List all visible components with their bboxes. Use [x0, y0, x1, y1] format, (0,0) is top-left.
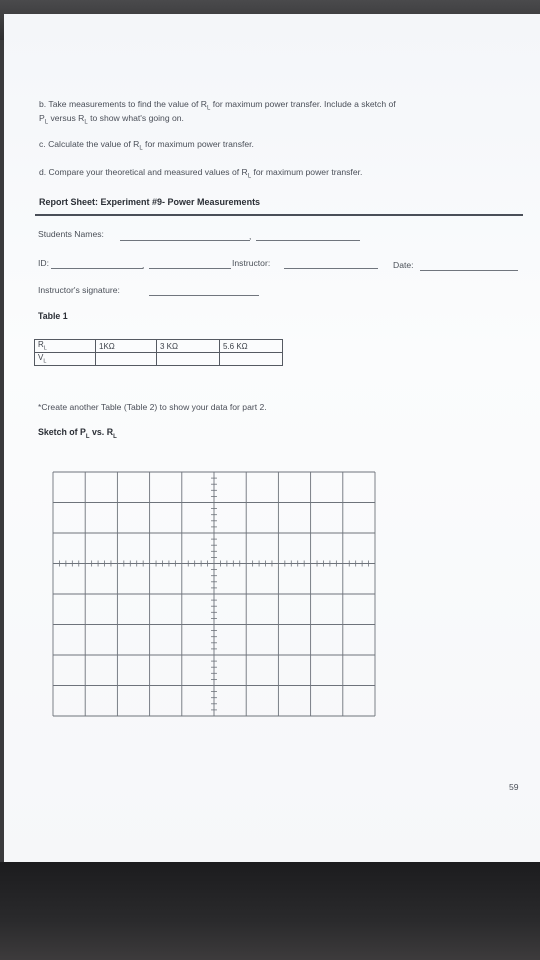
- table2-note: *Create another Table (Table 2) to show your data for part 2.: [38, 402, 267, 412]
- date-label: Date:: [393, 260, 414, 270]
- instruction-c: c. Calculate the value of $R_L$ for maximum power transfer.: [39, 139, 254, 152]
- id-blank-2[interactable]: [149, 268, 231, 269]
- row-header-vl: $V_L$: [35, 353, 96, 366]
- instruction-b-line2: $P_L$ versus $R_L$ to show what's going on.: [39, 113, 184, 126]
- vl-cell-3[interactable]: [220, 353, 283, 366]
- table-row-vl: [35, 353, 283, 366]
- report-sheet-heading: Report Sheet: Experiment #9- Power Measurements: [39, 197, 261, 207]
- instruction-d: d. Compare your theoretical and measured values of $R_L$ for maximum power transfer.: [39, 167, 363, 180]
- table-1: [34, 339, 283, 366]
- id-blank-1[interactable]: [51, 268, 143, 269]
- heading-rule: [35, 214, 523, 216]
- students-comma: ,: [249, 231, 252, 241]
- page-number: 59: [509, 782, 519, 792]
- vl-cell-2[interactable]: [157, 353, 220, 366]
- vl-cell-1[interactable]: [96, 353, 157, 366]
- instruction-b-line1: b. Take measurements to find the value of $R_L$ for maximum power transfer. Include a sketch of: [39, 99, 396, 112]
- student-name-blank-1[interactable]: [120, 240, 250, 241]
- student-name-blank-2[interactable]: [256, 240, 360, 241]
- column-3k: 3 KΩ: [157, 340, 220, 353]
- desk-background-bottom: [0, 862, 540, 960]
- row-header-rl: $R_L$: [35, 340, 96, 353]
- instructor-label: Instructor:: [232, 258, 271, 268]
- sketch-graph-grid[interactable]: [48, 470, 378, 718]
- id-comma: ,: [142, 260, 145, 270]
- signature-label: Instructor's signature:: [38, 285, 120, 295]
- table-row-rl: [35, 340, 283, 353]
- instructor-blank[interactable]: [284, 268, 378, 269]
- students-names-label: Students Names:: [38, 229, 104, 239]
- signature-blank[interactable]: [149, 295, 259, 296]
- table1-title: Table 1: [38, 311, 68, 321]
- column-5-6k: 5.6 KΩ: [220, 340, 283, 353]
- column-1k: 1KΩ: [96, 340, 157, 353]
- id-label: ID:: [38, 258, 49, 268]
- sketch-title: Sketch of $P_L$ vs. $R_L$: [38, 427, 117, 440]
- date-blank[interactable]: [420, 270, 518, 271]
